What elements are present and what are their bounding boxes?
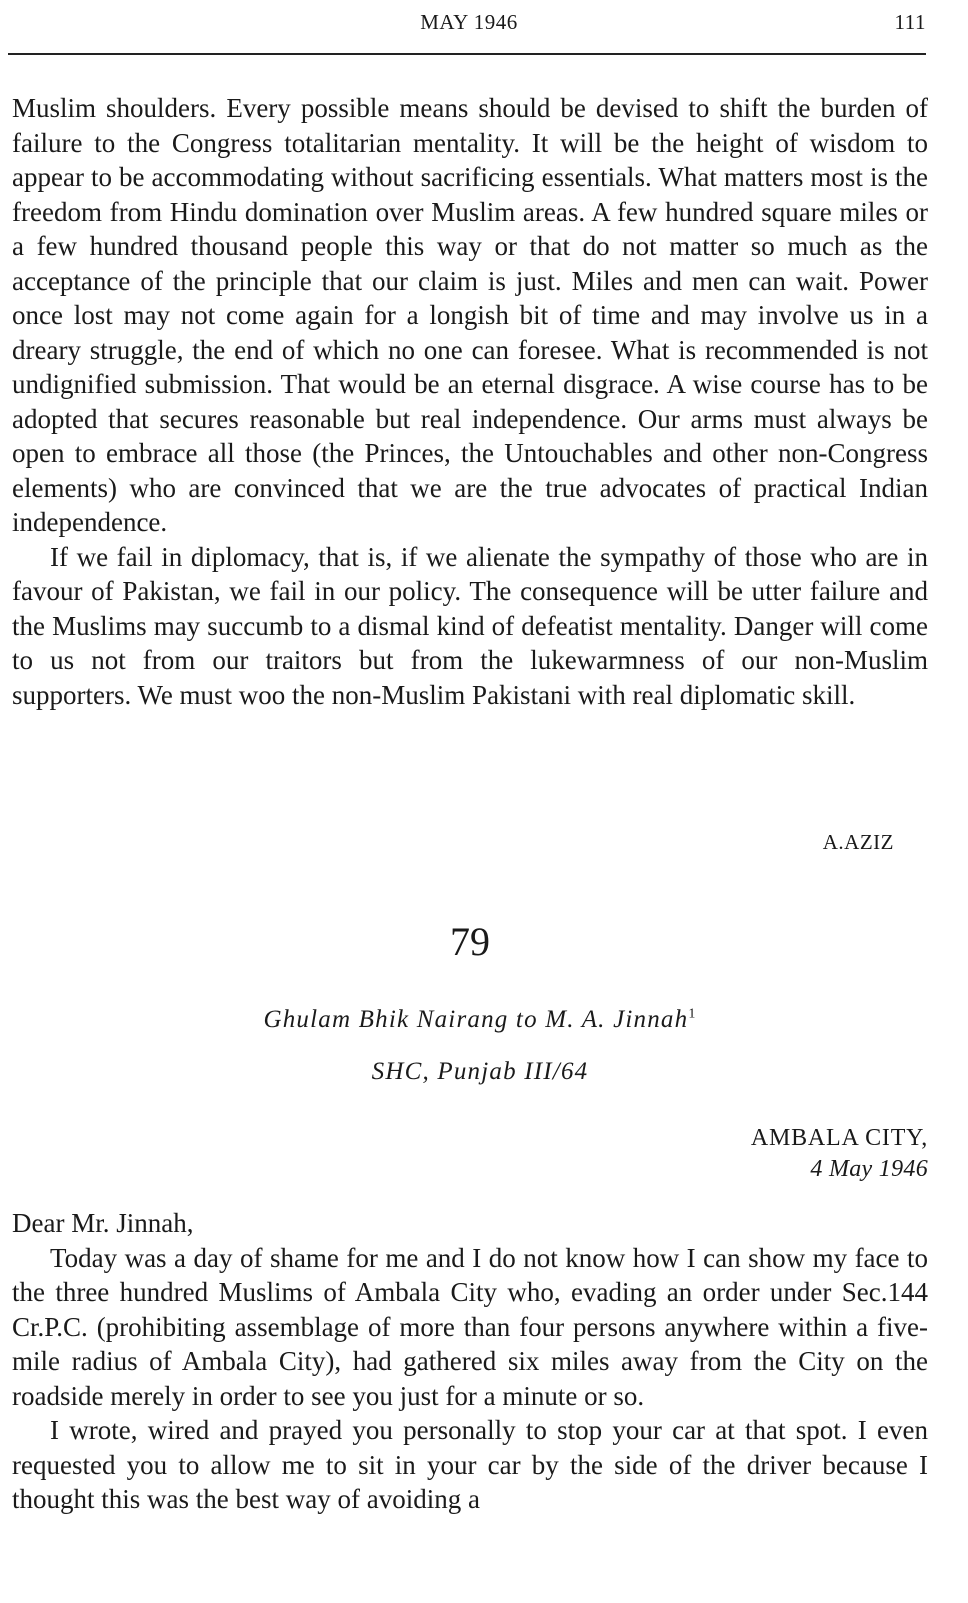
document-source: SHC, Punjab III/64 [371,1058,589,1085]
header-divider [8,53,926,55]
signature: A.AZIZ [822,830,894,854]
page-number: 111 [894,10,926,34]
footnote-marker: 1 [688,1006,697,1022]
paragraph: Today was a day of shame for me and I do not know how I can show my face to the three hundred Muslims of Ambala City who, evading an order under Sec.144 Cr.P.C. (prohibiting assemblage of more than four persons anywhere within a five-mile radius of Ambala City), had gathered six miles away from the City on the roadside merely in order to see you just for a minute or so. [12,1242,928,1411]
paragraph: I wrote, wired and prayed you personally to stop your car at that spot. I even requested you to allow me to sit in your car by the side of the driver because I thought this was the best way of avoiding a [12,1415,928,1514]
continued-letter-body [12,91,928,712]
letter-place: AMBALA CITY, [750,1125,928,1151]
letter-date: 4 May 1946 [810,1156,928,1182]
running-header [12,10,926,40]
paragraph: Muslim shoulders. Every possible means should be devised to shift the burden of failure to the Congress totalitarian mentality. It will be the height of wisdom to appear to be accommodating without sacrificing essentials. What matters most is the freedom from Hindu domination over Muslim areas. A few hundred square miles or a few hundred thousand people this way or that do not matter so much as the acceptance of the principle that our claim is just. Miles and men can wait. Power once lost may not come again for a longish bit of time and may involve us in a dreary struggle, the end of which no one can foresee. What is recommended is not undignified submission. That would be an eternal disgrace. A wise course has to be adopted that secures reasonable but real independence. Our arms must always be open to embrace all those (the Princes, the Untouchables and other non-Congress elements) who are convinced that we are the true advocates of practical Indian independence. [12,93,928,537]
letter-body [12,1206,928,1517]
running-title: MAY 1946 [420,10,518,34]
paragraph: If we fail in diplomacy, that is, if we alienate the sympathy of those who are in favour of Pakistan, we fail in our policy. The consequence will be utter failure and the Muslims may succumb to a dismal kind of defeatist mentality. Danger will come to us not from our traitors but from the lukewarmness of our non-Muslim supporters. We must woo the non-Muslim Pakistani with real diplomatic skill. [12,541,928,710]
salutation: Dear Mr. Jinnah, [12,1208,194,1238]
document-number: 79 [450,919,490,964]
document-title-text: Ghulam Bhik Nairang to M. A. Jinnah [263,1006,689,1033]
document-title [0,1006,960,1034]
